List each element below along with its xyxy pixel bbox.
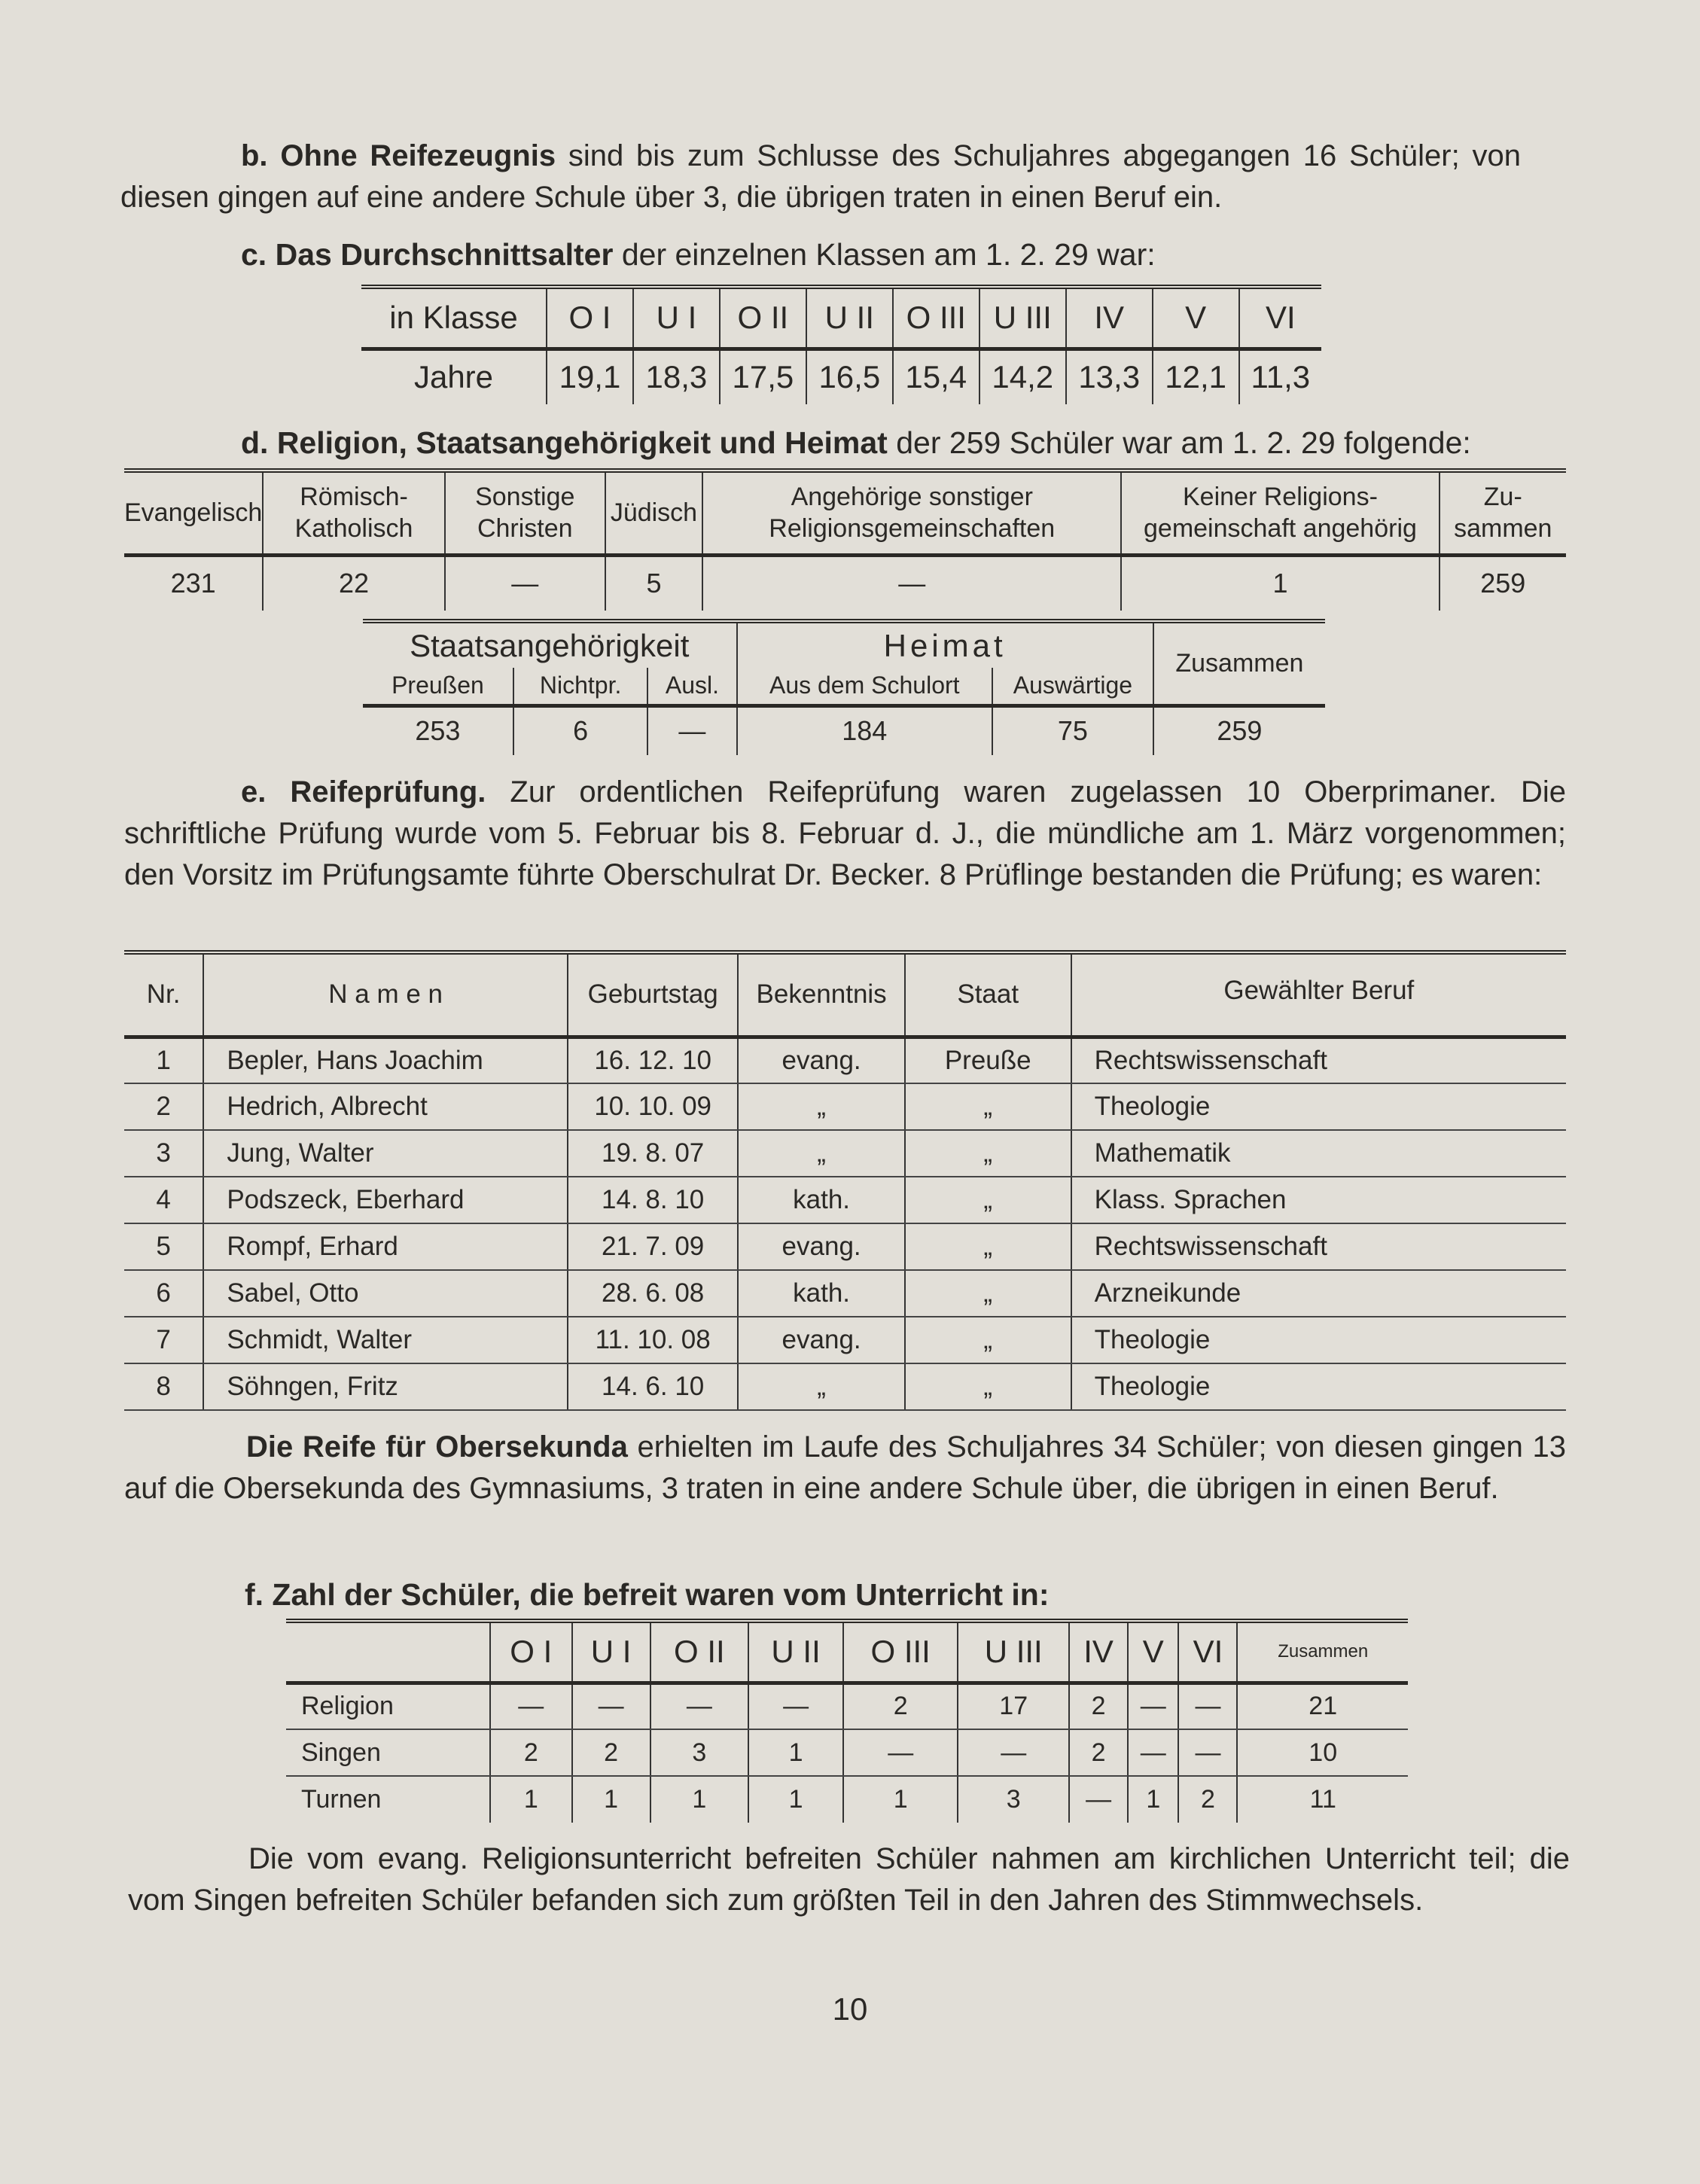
text-obersekunda: erhielten im Laufe des Schuljahres 34 Schüler; von diesen gingen 13 auf die Obersekunda des Gymnasiums, 3 traten in eine andere Schule über, die übrigen in einen Beruf.	[124, 1430, 1566, 1505]
religion-table	[124, 468, 1566, 611]
age-value: 16,5	[806, 349, 893, 404]
row-label: Singen	[286, 1729, 490, 1776]
exam-cell: Arzneikunde	[1071, 1270, 1566, 1317]
exam-cell: Klass. Sprachen	[1071, 1177, 1566, 1223]
sub-header: Preußen	[391, 672, 484, 699]
text-d: der 259 Schüler war am 1. 2. 29 folgende:	[887, 425, 1471, 460]
sub-header: Ausl.	[647, 668, 736, 705]
exam-cell: 10. 10. 09	[568, 1083, 738, 1130]
row-label: Religion	[286, 1683, 490, 1729]
exam-cell: „	[738, 1130, 904, 1177]
table-row	[124, 1083, 1566, 1130]
paragraph-b	[120, 136, 1521, 218]
exemption-value: 1	[748, 1729, 843, 1776]
exemption-value: 17	[958, 1683, 1069, 1729]
exam-cell: 11. 10. 08	[568, 1317, 738, 1363]
exam-cell: Jung, Walter	[203, 1130, 568, 1177]
class-header: IV	[1069, 1621, 1128, 1683]
exemption-value: —	[572, 1683, 650, 1729]
exemption-value: —	[1128, 1729, 1178, 1776]
exam-cell: 2	[124, 1083, 203, 1130]
exemption-value: 10	[1237, 1729, 1408, 1776]
exam-header: Nr.	[146, 979, 181, 1010]
exemption-value: —	[1128, 1683, 1178, 1729]
staat-value: 253	[415, 715, 461, 747]
exam-cell: Sabel, Otto	[203, 1270, 568, 1317]
class-header: IV	[1066, 287, 1153, 349]
exam-cell: evang.	[738, 1037, 904, 1083]
table-row	[286, 1683, 1408, 1729]
zusammen-header: Zusammen	[1153, 621, 1325, 705]
text-b: sind bis zum Schlusse des Schuljahres abgegangen 16 Schüler; von diesen gingen auf eine andere Schule über 3, die übrigen traten in einen Beruf ein.	[120, 139, 1522, 214]
age-value: 12,1	[1153, 349, 1239, 404]
class-header: O III	[893, 287, 979, 349]
sub-header: Auswärtige	[992, 668, 1153, 705]
exemption-value: 2	[1178, 1776, 1237, 1823]
religion-header: Angehörige sonstiger Religionsgemeinschaften	[702, 471, 1121, 555]
exam-header: Staat	[905, 952, 1071, 1037]
class-header: U III	[958, 1621, 1069, 1683]
religion-header: Evangelisch	[124, 498, 263, 528]
religion-value: 5	[605, 555, 702, 611]
heimat-header: Heimat	[737, 621, 1153, 668]
exam-cell: Rompf, Erhard	[203, 1223, 568, 1270]
exam-cell: 1	[124, 1037, 203, 1083]
exam-cell: Mathematik	[1071, 1130, 1566, 1177]
exam-cell: „	[905, 1317, 1071, 1363]
exemption-value: 11	[1237, 1776, 1408, 1823]
exam-cell: 7	[124, 1317, 203, 1363]
age-value: 15,4	[893, 349, 979, 404]
exam-cell: „	[738, 1083, 904, 1130]
class-header: O I	[490, 1621, 572, 1683]
exemption-value: 3	[650, 1729, 748, 1776]
exemption-value: —	[748, 1683, 843, 1729]
exam-cell: 14. 8. 10	[568, 1177, 738, 1223]
row-label: in Klasse	[389, 300, 518, 336]
table-row	[124, 1037, 1566, 1083]
exam-cell: Hedrich, Albrecht	[203, 1083, 568, 1130]
exam-cell: evang.	[738, 1223, 904, 1270]
table-row	[124, 1223, 1566, 1270]
exemption-value: —	[958, 1729, 1069, 1776]
exemption-value: 1	[490, 1776, 572, 1823]
religion-value: 1	[1121, 555, 1439, 611]
exemption-value: 1	[1128, 1776, 1178, 1823]
exam-cell: kath.	[738, 1177, 904, 1223]
exam-header: Geburtstag	[568, 952, 738, 1037]
exam-cell: „	[905, 1223, 1071, 1270]
exemption-value: —	[1069, 1776, 1128, 1823]
heading-c	[241, 237, 1156, 273]
sub-header: Nichtpr.	[513, 668, 647, 705]
exam-cell: 28. 6. 08	[568, 1270, 738, 1317]
table-row	[124, 1130, 1566, 1177]
religion-value: —	[702, 555, 1121, 611]
exemption-value: —	[650, 1683, 748, 1729]
religion-header: Römisch-Katholisch	[263, 471, 444, 555]
religion-header: Sonstige Christen	[445, 471, 605, 555]
class-header: U II	[748, 1621, 843, 1683]
exam-cell: Söhngen, Fritz	[203, 1363, 568, 1410]
exam-cell: Theologie	[1071, 1317, 1566, 1363]
exam-cell: 8	[124, 1363, 203, 1410]
exemption-table	[286, 1619, 1408, 1823]
exemption-value: 21	[1237, 1683, 1408, 1729]
exam-cell: „	[905, 1177, 1071, 1223]
paragraph-e	[124, 772, 1566, 896]
row-label: Turnen	[301, 1785, 382, 1814]
age-value: 17,5	[720, 349, 806, 404]
age-table	[361, 285, 1321, 404]
exam-cell: 4	[124, 1177, 203, 1223]
exam-cell: 3	[124, 1130, 203, 1177]
exam-cell: Theologie	[1071, 1363, 1566, 1410]
exam-cell: „	[905, 1270, 1071, 1317]
exemption-value: —	[1178, 1729, 1237, 1776]
paragraph-obersekunda	[124, 1427, 1566, 1509]
heading-f: f. Zahl der Schüler, die befreit waren vom Unterricht in:	[245, 1577, 1050, 1612]
staat-value: 6	[513, 705, 647, 755]
exam-cell: „	[905, 1083, 1071, 1130]
exam-cell: Bepler, Hans Joachim	[203, 1037, 568, 1083]
exam-header: Bekenntnis	[738, 952, 904, 1037]
class-header: U II	[806, 287, 893, 349]
label-c: c. Das Durchschnittsalter	[241, 237, 614, 272]
exam-cell: Rechtswissenschaft	[1071, 1223, 1566, 1270]
table-row	[124, 1317, 1566, 1363]
class-header: U III	[979, 287, 1066, 349]
staat-value: 184	[737, 705, 993, 755]
exam-cell: „	[905, 1130, 1071, 1177]
exemption-value: 1	[748, 1776, 843, 1823]
exemption-value: 1	[843, 1776, 958, 1823]
religion-value: —	[445, 555, 605, 611]
exemption-value: 2	[1069, 1683, 1128, 1729]
exam-cell: 5	[124, 1223, 203, 1270]
age-value: 18,3	[633, 349, 720, 404]
staat-value: —	[647, 705, 736, 755]
exam-cell: 16. 12. 10	[568, 1037, 738, 1083]
religion-header: Keiner Religions-gemeinschaft angehörig	[1121, 471, 1439, 555]
exam-cell: 14. 6. 10	[568, 1363, 738, 1410]
exam-cell: „	[905, 1363, 1071, 1410]
staat-header: Staatsangehörigkeit	[410, 627, 690, 663]
exemption-value: 2	[1069, 1729, 1128, 1776]
exam-cell: Rechtswissenschaft	[1071, 1037, 1566, 1083]
text-c: der einzelnen Klassen am 1. 2. 29 war:	[613, 237, 1156, 272]
exam-cell: 6	[124, 1270, 203, 1317]
label-d: d. Religion, Staatsangehörigkeit und Heimat	[241, 425, 888, 460]
religion-value: 259	[1440, 555, 1566, 611]
table-row	[124, 1270, 1566, 1317]
exemption-value: 1	[572, 1776, 650, 1823]
exam-cell: kath.	[738, 1270, 904, 1317]
exam-header: Gewählter Beruf	[1071, 952, 1566, 1037]
exemption-value: 2	[490, 1729, 572, 1776]
label-b: b. Ohne Reifezeugnis	[241, 139, 556, 172]
class-header: V	[1153, 287, 1239, 349]
exam-cell: 21. 7. 09	[568, 1223, 738, 1270]
table-row	[124, 1363, 1566, 1410]
exam-cell: 19. 8. 07	[568, 1130, 738, 1177]
staat-value: 75	[992, 705, 1153, 755]
class-header: O I	[547, 287, 633, 349]
class-header: O II	[720, 287, 806, 349]
exam-cell: Schmidt, Walter	[203, 1317, 568, 1363]
heading-d	[241, 425, 1471, 461]
religion-header: Zu-sammen	[1440, 471, 1566, 555]
religion-value: 231	[170, 568, 216, 599]
religion-header: Jüdisch	[605, 471, 702, 555]
table-row	[124, 1177, 1566, 1223]
table-row	[286, 1729, 1408, 1776]
age-value: 13,3	[1066, 349, 1153, 404]
sub-header: Aus dem Schulort	[737, 668, 993, 705]
empty-header	[286, 1621, 490, 1683]
label-obersekunda: Die Reife für Obersekunda	[246, 1430, 628, 1464]
exam-cell: Theologie	[1071, 1083, 1566, 1130]
exam-cell: Preuße	[905, 1037, 1071, 1083]
age-value: 19,1	[547, 349, 633, 404]
page-number: 10	[832, 1991, 868, 2027]
row-label: Jahre	[413, 359, 494, 395]
exemption-value: 1	[650, 1776, 748, 1823]
table-row	[286, 1776, 1408, 1823]
exam-cell: Podszeck, Eberhard	[203, 1177, 568, 1223]
exemption-value: —	[1178, 1683, 1237, 1729]
exam-cell: evang.	[738, 1317, 904, 1363]
class-header: O II	[650, 1621, 748, 1683]
class-header: VI	[1239, 287, 1321, 349]
age-value: 11,3	[1239, 349, 1321, 404]
exam-header: N a m e n	[203, 952, 568, 1037]
text-e: Zur ordentlichen Reifeprüfung waren zugelassen 10 Oberprimaner. Die schriftliche Prüfung wurde vom 5. Februar bis 8. Februar d. J., die mündliche am 1. März vorgenommen; den Vorsitz im Prüfungsamte führte Oberschulrat Dr. Becker. 8 Prüflinge bestanden die Prüfung; es waren:	[124, 775, 1567, 891]
exam-table	[124, 950, 1566, 1411]
class-header: U I	[572, 1621, 650, 1683]
age-value: 14,2	[979, 349, 1066, 404]
label-e: e. Reifeprüfung.	[241, 775, 486, 809]
paragraph-closing: Die vom evang. Religionsunterricht befreiten Schüler nahmen am kirchlichen Unterricht teil; die vom Singen befreiten Schüler befanden sich zum größten Teil in den Jahren des Stimmwechsels.	[128, 1842, 1570, 1917]
class-header: VI	[1178, 1621, 1237, 1683]
class-header: Zusammen	[1237, 1621, 1408, 1683]
exemption-value: —	[490, 1683, 572, 1729]
class-header: U I	[633, 287, 720, 349]
class-header: V	[1128, 1621, 1178, 1683]
class-header: O III	[843, 1621, 958, 1683]
nationality-table	[363, 619, 1325, 755]
exemption-value: 2	[843, 1683, 958, 1729]
exam-cell: „	[738, 1363, 904, 1410]
staat-value: 259	[1153, 705, 1325, 755]
exemption-value: 2	[572, 1729, 650, 1776]
exemption-value: 3	[958, 1776, 1069, 1823]
religion-value: 22	[263, 555, 444, 611]
exemption-value: —	[843, 1729, 958, 1776]
